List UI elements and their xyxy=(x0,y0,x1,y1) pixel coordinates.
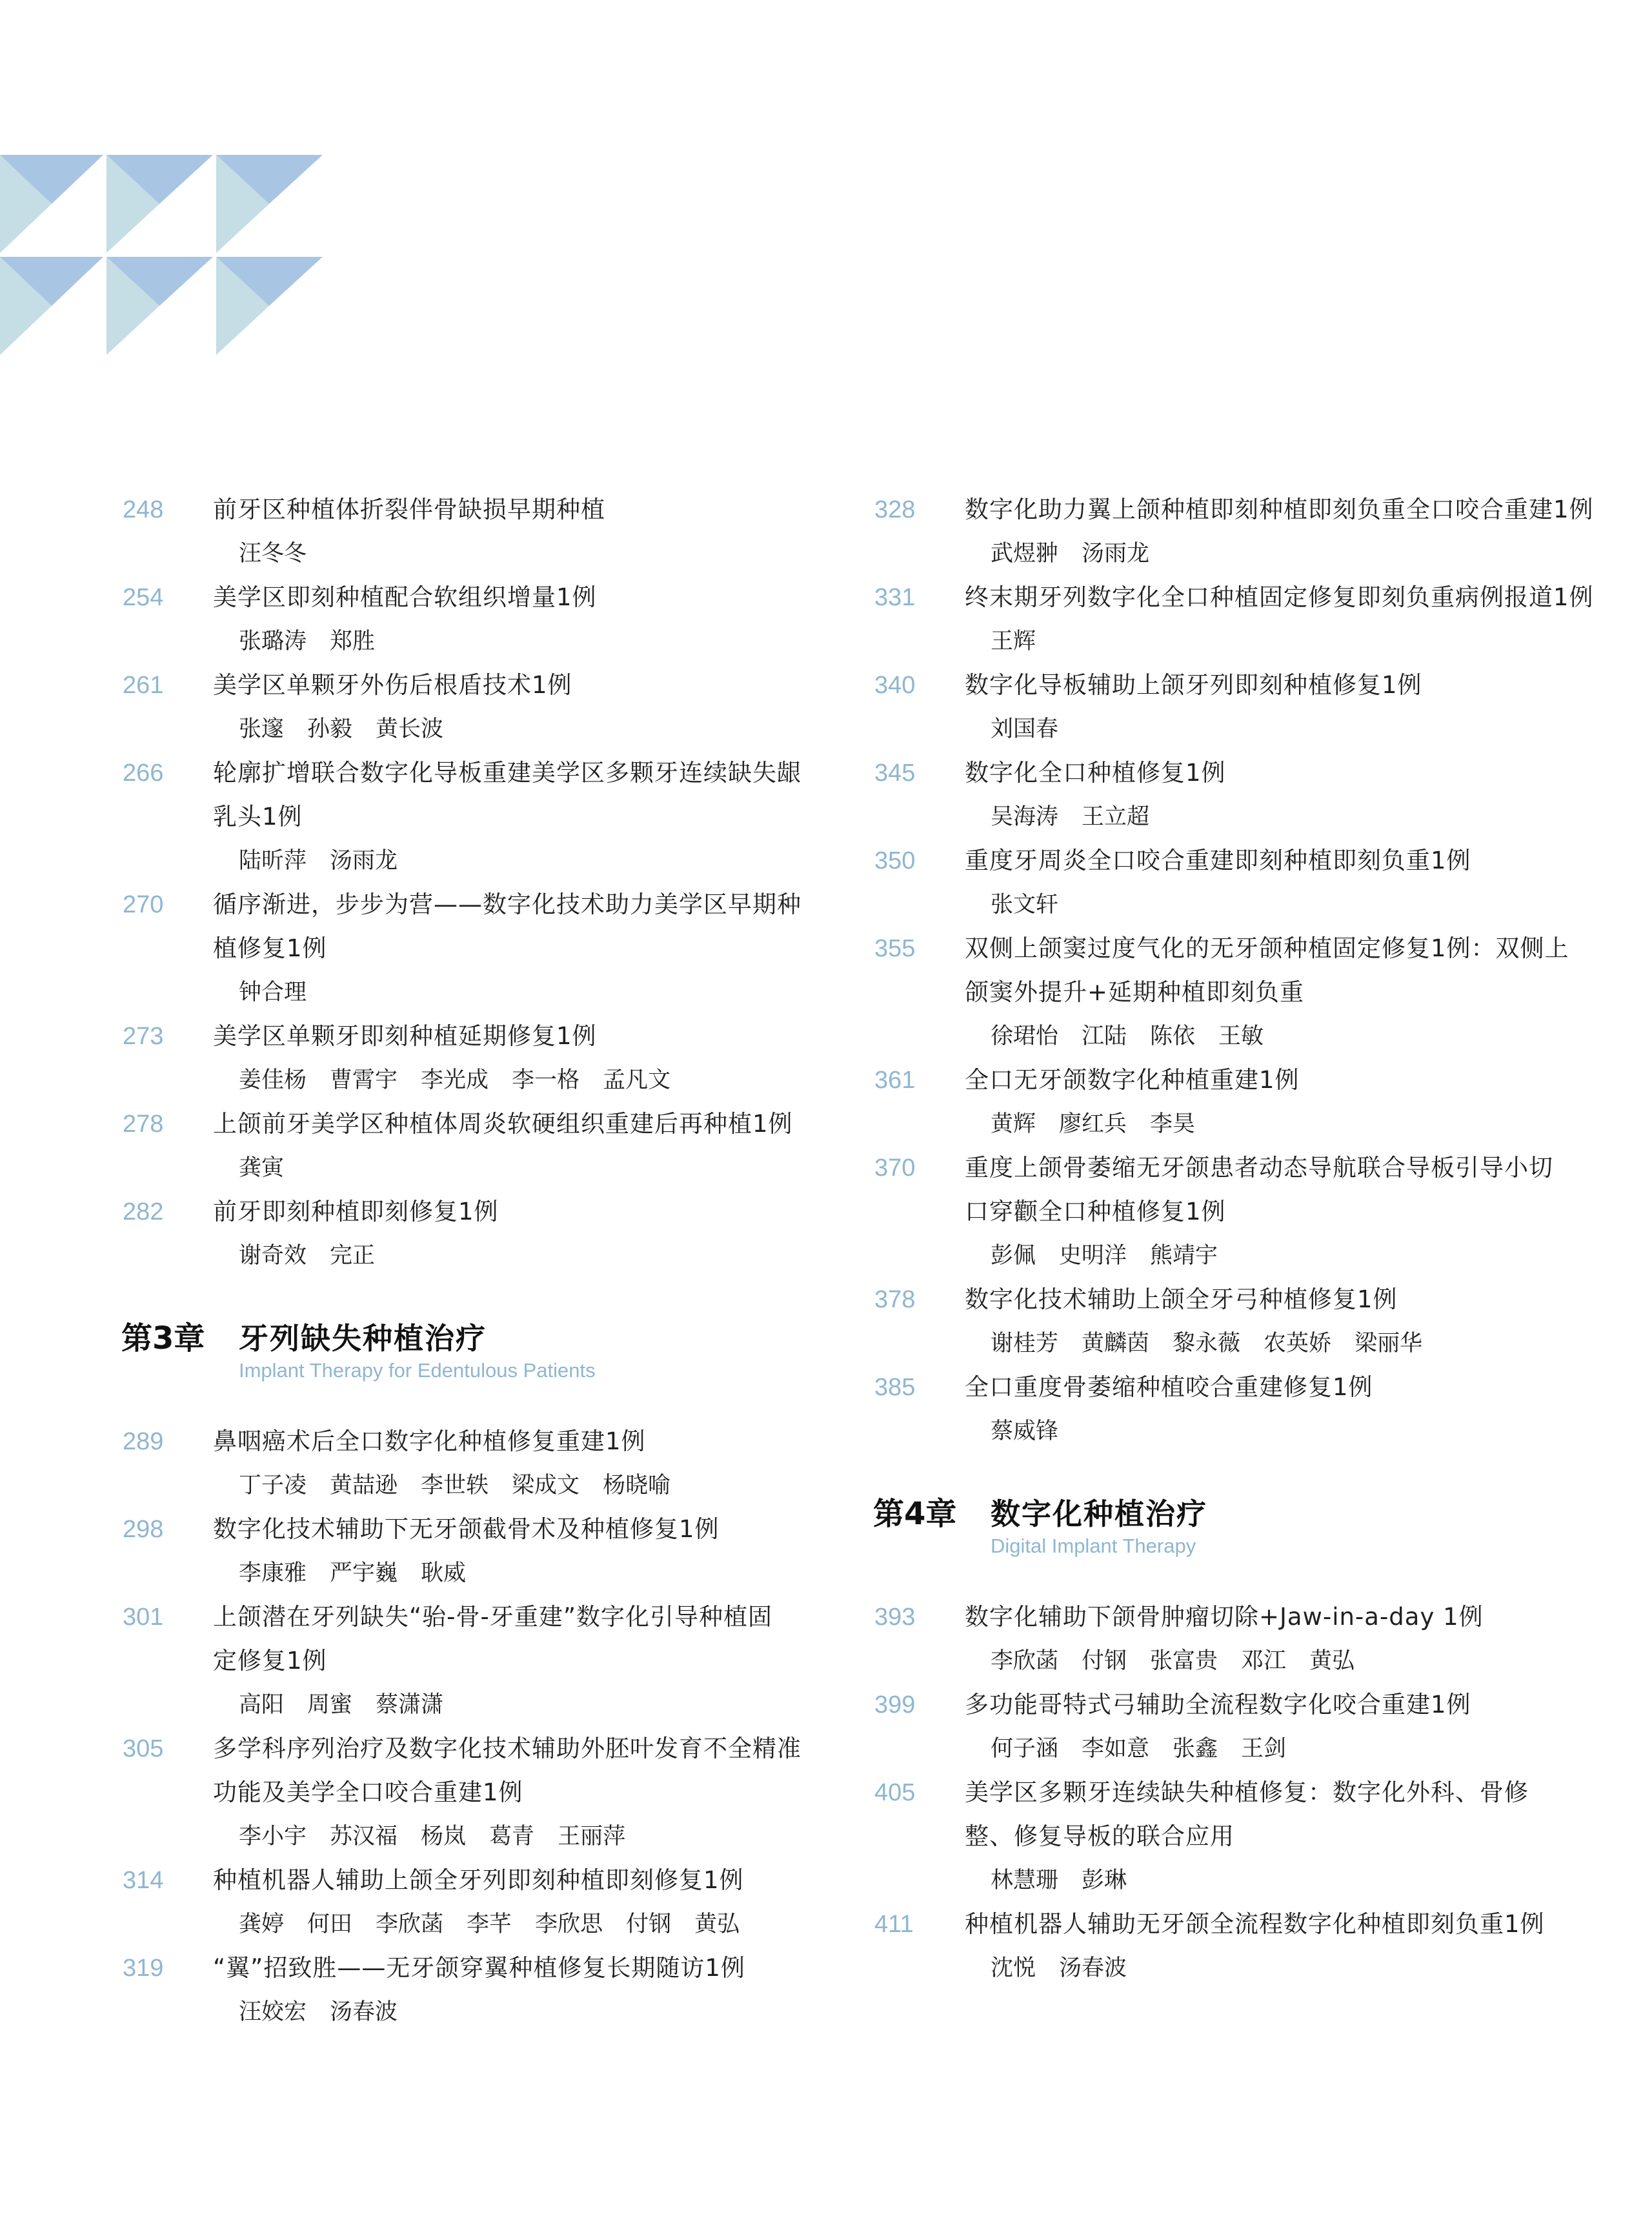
author-name: 汤春波 xyxy=(330,1999,398,2025)
author-name: 汤雨龙 xyxy=(330,848,398,874)
entry-authors xyxy=(239,1683,865,1727)
page-number: 405 xyxy=(874,1779,916,1806)
toc-entry xyxy=(123,488,865,576)
toc-entry xyxy=(123,1727,865,1858)
author-name: 谢奇效 xyxy=(239,1243,307,1269)
toc-entry xyxy=(123,1190,865,1278)
author-name: 王立超 xyxy=(1082,804,1150,830)
entry-title: 全口无牙颌数字化种植重建1例 xyxy=(965,1066,1300,1094)
toc-entry xyxy=(874,1146,1617,1278)
entry-title: 循序渐进，步步为营——数字化技术助力美学区早期种 xyxy=(213,891,801,918)
toc-list xyxy=(874,1595,1617,1990)
author-name: 史明洋 xyxy=(1059,1243,1127,1269)
author-name: 李一格 xyxy=(512,1067,580,1093)
toc-entry xyxy=(874,1278,1617,1365)
chapter-heading xyxy=(874,1492,1617,1563)
page-number: 289 xyxy=(123,1428,164,1455)
toc-entry xyxy=(123,1014,865,1102)
author-name: 蔡潇潇 xyxy=(376,1692,444,1718)
toc-entry xyxy=(874,751,1617,839)
author-name: 郑胜 xyxy=(330,629,376,654)
author-name: 谢桂芳 xyxy=(991,1331,1059,1356)
author-name: 汤雨龙 xyxy=(1082,541,1150,567)
entry-title: 植修复1例 xyxy=(213,934,327,962)
author-name: 徐珺怡 xyxy=(991,1023,1059,1049)
toc-entry xyxy=(874,488,1617,576)
entry-title: “翼”招致胜——无牙颌穿翼种植修复长期随访1例 xyxy=(213,1954,745,1982)
author-name: 沈悦 xyxy=(991,1955,1036,1981)
author-name: 江陆 xyxy=(1082,1023,1127,1049)
page-number: 273 xyxy=(123,1023,164,1050)
author-name: 蔡威锋 xyxy=(991,1418,1059,1444)
entry-authors xyxy=(991,1858,1617,1902)
toc-entry xyxy=(874,1058,1617,1146)
page-number: 355 xyxy=(874,935,916,962)
author-name: 王丽萍 xyxy=(558,1824,626,1849)
entry-authors xyxy=(991,1639,1617,1683)
author-name: 黄长波 xyxy=(376,716,444,742)
author-name: 孙毅 xyxy=(307,716,353,742)
author-name: 张鑫 xyxy=(1173,1736,1218,1762)
entry-title: 重度牙周炎全口咬合重建即刻种植即刻负重1例 xyxy=(965,847,1471,874)
entry-authors xyxy=(991,1234,1617,1278)
toc-entry xyxy=(874,1771,1617,1902)
toc-entry xyxy=(874,1365,1617,1453)
author-name: 黄弘 xyxy=(1309,1648,1355,1674)
entry-title: 美学区单颗牙外伤后根盾技术1例 xyxy=(213,671,572,699)
chapter-title: 牙列缺失种植治疗 xyxy=(239,1321,487,1356)
page-number: 301 xyxy=(123,1604,164,1631)
chapter-title: 数字化种植治疗 xyxy=(991,1496,1207,1531)
entry-title: 美学区单颗牙即刻种植延期修复1例 xyxy=(213,1022,597,1050)
toc-entry xyxy=(874,927,1617,1058)
chapter-english-title: Implant Therapy for Edentulous Patients xyxy=(239,1359,596,1382)
toc-entry xyxy=(874,663,1617,751)
page-number: 261 xyxy=(123,672,164,699)
entry-authors xyxy=(239,532,865,576)
author-name: 黄喆逊 xyxy=(330,1473,398,1498)
entry-authors xyxy=(239,1146,865,1190)
author-name: 张璐涛 xyxy=(239,629,307,654)
author-name: 王辉 xyxy=(991,629,1036,654)
author-name: 付钢 xyxy=(1082,1648,1127,1674)
author-name: 严宇巍 xyxy=(330,1560,398,1586)
entry-authors xyxy=(991,1102,1617,1146)
author-name: 李欣菡 xyxy=(991,1648,1059,1674)
author-name: 葛青 xyxy=(489,1824,535,1849)
entry-authors xyxy=(239,971,865,1014)
entry-authors xyxy=(239,1234,865,1278)
page-number: 248 xyxy=(123,496,164,523)
entry-title: 乳头1例 xyxy=(213,803,303,831)
toc-entry xyxy=(123,576,865,663)
author-name: 完正 xyxy=(330,1243,376,1269)
author-name: 李光成 xyxy=(421,1067,489,1093)
entry-title: 轮廓扩增联合数字化导板重建美学区多颗牙连续缺失龈 xyxy=(213,759,801,787)
author-name: 彭佩 xyxy=(991,1243,1036,1269)
entry-authors xyxy=(239,1902,865,1946)
page-number: 411 xyxy=(874,1911,914,1938)
right-column xyxy=(874,488,1617,1990)
entry-title: 种植机器人辅助无牙颌全流程数字化种植即刻负重1例 xyxy=(965,1910,1545,1938)
page-number: 399 xyxy=(874,1691,916,1718)
author-name: 彭琳 xyxy=(1082,1868,1127,1893)
author-name: 姜佳杨 xyxy=(239,1067,307,1093)
entry-authors xyxy=(239,1058,865,1102)
entry-title: 鼻咽癌术后全口数字化种植修复重建1例 xyxy=(213,1427,646,1455)
entry-authors xyxy=(239,1990,865,2034)
author-name: 曹霄宇 xyxy=(330,1067,398,1093)
author-name: 丁子凌 xyxy=(239,1473,307,1498)
author-name: 耿威 xyxy=(421,1560,467,1586)
author-name: 武煜翀 xyxy=(991,541,1059,567)
entry-authors xyxy=(239,619,865,663)
page-number: 361 xyxy=(874,1067,916,1094)
toc-entry xyxy=(123,1595,865,1727)
page-number: 278 xyxy=(123,1111,164,1138)
entry-title: 颌窦外提升+延期种植即刻负重 xyxy=(965,978,1305,1006)
toc-list xyxy=(123,1420,865,2034)
toc-entry xyxy=(123,1420,865,1507)
entry-authors xyxy=(991,532,1617,576)
page-number: 270 xyxy=(123,891,164,918)
author-name: 杨晓喻 xyxy=(603,1473,671,1498)
entry-title: 终末期牙列数字化全口种植固定修复即刻负重病例报道1例 xyxy=(965,583,1594,611)
entry-authors xyxy=(239,1815,865,1858)
page-number: 266 xyxy=(123,760,164,787)
toc-entry xyxy=(123,1102,865,1190)
entry-title: 种植机器人辅助上颌全牙列即刻种植即刻修复1例 xyxy=(213,1866,744,1894)
page-number: 393 xyxy=(874,1604,916,1631)
entry-title: 多功能哥特式弓辅助全流程数字化咬合重建1例 xyxy=(965,1691,1471,1718)
author-name: 廖红兵 xyxy=(1059,1111,1127,1137)
entry-authors xyxy=(239,839,865,883)
author-name: 陆昕萍 xyxy=(239,848,307,874)
entry-authors xyxy=(239,1551,865,1595)
page-number: 370 xyxy=(874,1154,916,1182)
entry-authors xyxy=(991,1014,1617,1058)
page-number: 298 xyxy=(123,1516,164,1543)
author-name: 李欣菡 xyxy=(376,1911,444,1937)
chapter-number: 第3章 xyxy=(121,1320,205,1356)
page-number: 340 xyxy=(874,672,916,699)
entry-authors xyxy=(239,1464,865,1507)
author-name: 黄弘 xyxy=(694,1911,740,1937)
entry-title: 口穿颧全口种植修复1例 xyxy=(965,1198,1226,1225)
chapter-heading xyxy=(123,1316,865,1387)
toc-entry xyxy=(123,751,865,883)
author-name: 龚寅 xyxy=(239,1155,285,1181)
author-name: 李欣思 xyxy=(535,1911,603,1937)
page-number: 345 xyxy=(874,760,916,787)
author-name: 黄辉 xyxy=(991,1111,1036,1137)
author-name: 汤春波 xyxy=(1059,1955,1127,1981)
page-number: 314 xyxy=(123,1867,164,1894)
page-number: 282 xyxy=(123,1198,164,1225)
author-name: 张富贵 xyxy=(1150,1648,1218,1674)
toc-entry xyxy=(123,1946,865,2034)
author-name: 汪姣宏 xyxy=(239,1999,307,2025)
page-number: 305 xyxy=(123,1735,164,1762)
entry-authors xyxy=(991,883,1617,927)
page-number: 331 xyxy=(874,584,916,611)
entry-title: 前牙区种植体折裂伴骨缺损早期种植 xyxy=(213,496,605,523)
entry-title: 数字化辅助下颌骨肿瘤切除+Jaw-in-a-day 1例 xyxy=(965,1603,1484,1631)
toc-entry xyxy=(123,883,865,1014)
toc-entry xyxy=(874,839,1617,927)
author-name: 吴海涛 xyxy=(991,804,1059,830)
entry-authors xyxy=(991,1727,1617,1771)
author-name: 黎永薇 xyxy=(1173,1331,1241,1356)
entry-authors xyxy=(991,619,1617,663)
toc-entry xyxy=(123,663,865,751)
author-name: 李芊 xyxy=(467,1911,512,1937)
entry-title: 功能及美学全口咬合重建1例 xyxy=(213,1778,523,1806)
entry-title: 重度上颌骨萎缩无牙颌患者动态导航联合导板引导小切 xyxy=(965,1154,1553,1182)
author-name: 农英娇 xyxy=(1264,1331,1332,1356)
entry-title: 上颌潜在牙列缺失“骀-骨-牙重建”数字化引导种植固 xyxy=(213,1603,773,1631)
entry-title: 数字化技术辅助下无牙颌截骨术及种植修复1例 xyxy=(213,1515,720,1543)
toc-entry xyxy=(123,1507,865,1595)
author-name: 苏汉福 xyxy=(330,1824,398,1849)
author-name: 李小宇 xyxy=(239,1824,307,1849)
toc-list xyxy=(874,488,1617,1453)
entry-title: 美学区多颗牙连续缺失种植修复：数字化外科、骨修 xyxy=(965,1778,1529,1806)
author-name: 孟凡文 xyxy=(603,1067,671,1093)
author-name: 刘国春 xyxy=(991,716,1059,742)
toc-list xyxy=(123,488,865,1278)
decorative-triangles xyxy=(0,155,323,355)
author-name: 李康雅 xyxy=(239,1560,307,1586)
author-name: 周蜜 xyxy=(307,1692,353,1718)
entry-authors xyxy=(991,1409,1617,1453)
author-name: 张文轩 xyxy=(991,892,1059,918)
author-name: 何子涵 xyxy=(991,1736,1059,1762)
toc-entry xyxy=(123,1858,865,1946)
page-number: 350 xyxy=(874,847,916,874)
author-name: 陈依 xyxy=(1150,1023,1196,1049)
author-name: 李如意 xyxy=(1082,1736,1150,1762)
author-name: 何田 xyxy=(307,1911,353,1937)
entry-authors xyxy=(991,795,1617,839)
author-name: 张邃 xyxy=(239,716,285,742)
entry-title: 多学科序列治疗及数字化技术辅助外胚叶发育不全精准 xyxy=(213,1735,801,1762)
author-name: 林慧珊 xyxy=(991,1868,1059,1893)
author-name: 梁丽华 xyxy=(1355,1331,1423,1356)
left-column xyxy=(123,488,865,2034)
entry-authors xyxy=(239,707,865,751)
entry-title: 数字化导板辅助上颌牙列即刻种植修复1例 xyxy=(965,671,1422,699)
entry-title: 前牙即刻种植即刻修复1例 xyxy=(213,1198,499,1225)
author-name: 熊靖宇 xyxy=(1150,1243,1218,1269)
page-number: 328 xyxy=(874,496,916,523)
entry-authors xyxy=(991,707,1617,751)
entry-title: 美学区即刻种植配合软组织增量1例 xyxy=(213,583,597,611)
chapter-english-title: Digital Implant Therapy xyxy=(991,1535,1196,1557)
toc-entry xyxy=(874,576,1617,663)
entry-authors xyxy=(991,1322,1617,1365)
toc-entry xyxy=(874,1595,1617,1683)
author-name: 杨岚 xyxy=(421,1824,467,1849)
toc-entry xyxy=(874,1683,1617,1771)
entry-title: 整、修复导板的联合应用 xyxy=(965,1822,1234,1850)
author-name: 付钢 xyxy=(626,1911,672,1937)
author-name: 梁成文 xyxy=(512,1473,580,1498)
author-name: 龚婷 xyxy=(239,1911,285,1937)
entry-authors xyxy=(991,1946,1617,1990)
author-name: 王敏 xyxy=(1218,1023,1264,1049)
author-name: 钟合理 xyxy=(239,980,307,1005)
entry-title: 数字化全口种植修复1例 xyxy=(965,759,1226,787)
author-name: 李世轶 xyxy=(421,1473,489,1498)
entry-title: 定修复1例 xyxy=(213,1647,327,1675)
entry-title: 全口重度骨萎缩种植咬合重建修复1例 xyxy=(965,1373,1373,1401)
page-number: 319 xyxy=(123,1955,164,1982)
entry-title: 数字化技术辅助上颌全牙弓种植修复1例 xyxy=(965,1285,1398,1313)
chapter-number: 第4章 xyxy=(873,1496,957,1532)
author-name: 高阳 xyxy=(239,1692,285,1718)
entry-title: 双侧上颌窦过度气化的无牙颌种植固定修复1例：双侧上 xyxy=(965,934,1569,962)
author-name: 汪冬冬 xyxy=(239,541,307,567)
author-name: 邓江 xyxy=(1241,1648,1287,1674)
author-name: 王剑 xyxy=(1241,1736,1287,1762)
page-number: 385 xyxy=(874,1374,916,1401)
page-number: 378 xyxy=(874,1286,916,1313)
entry-title: 上颌前牙美学区种植体周炎软硬组织重建后再种植1例 xyxy=(213,1110,793,1138)
entry-title: 数字化助力翼上颌种植即刻种植即刻负重全口咬合重建1例 xyxy=(965,496,1594,523)
author-name: 李昊 xyxy=(1150,1111,1196,1137)
page-number: 254 xyxy=(123,584,164,611)
toc-entry xyxy=(874,1902,1617,1990)
author-name: 黄麟茵 xyxy=(1082,1331,1150,1356)
